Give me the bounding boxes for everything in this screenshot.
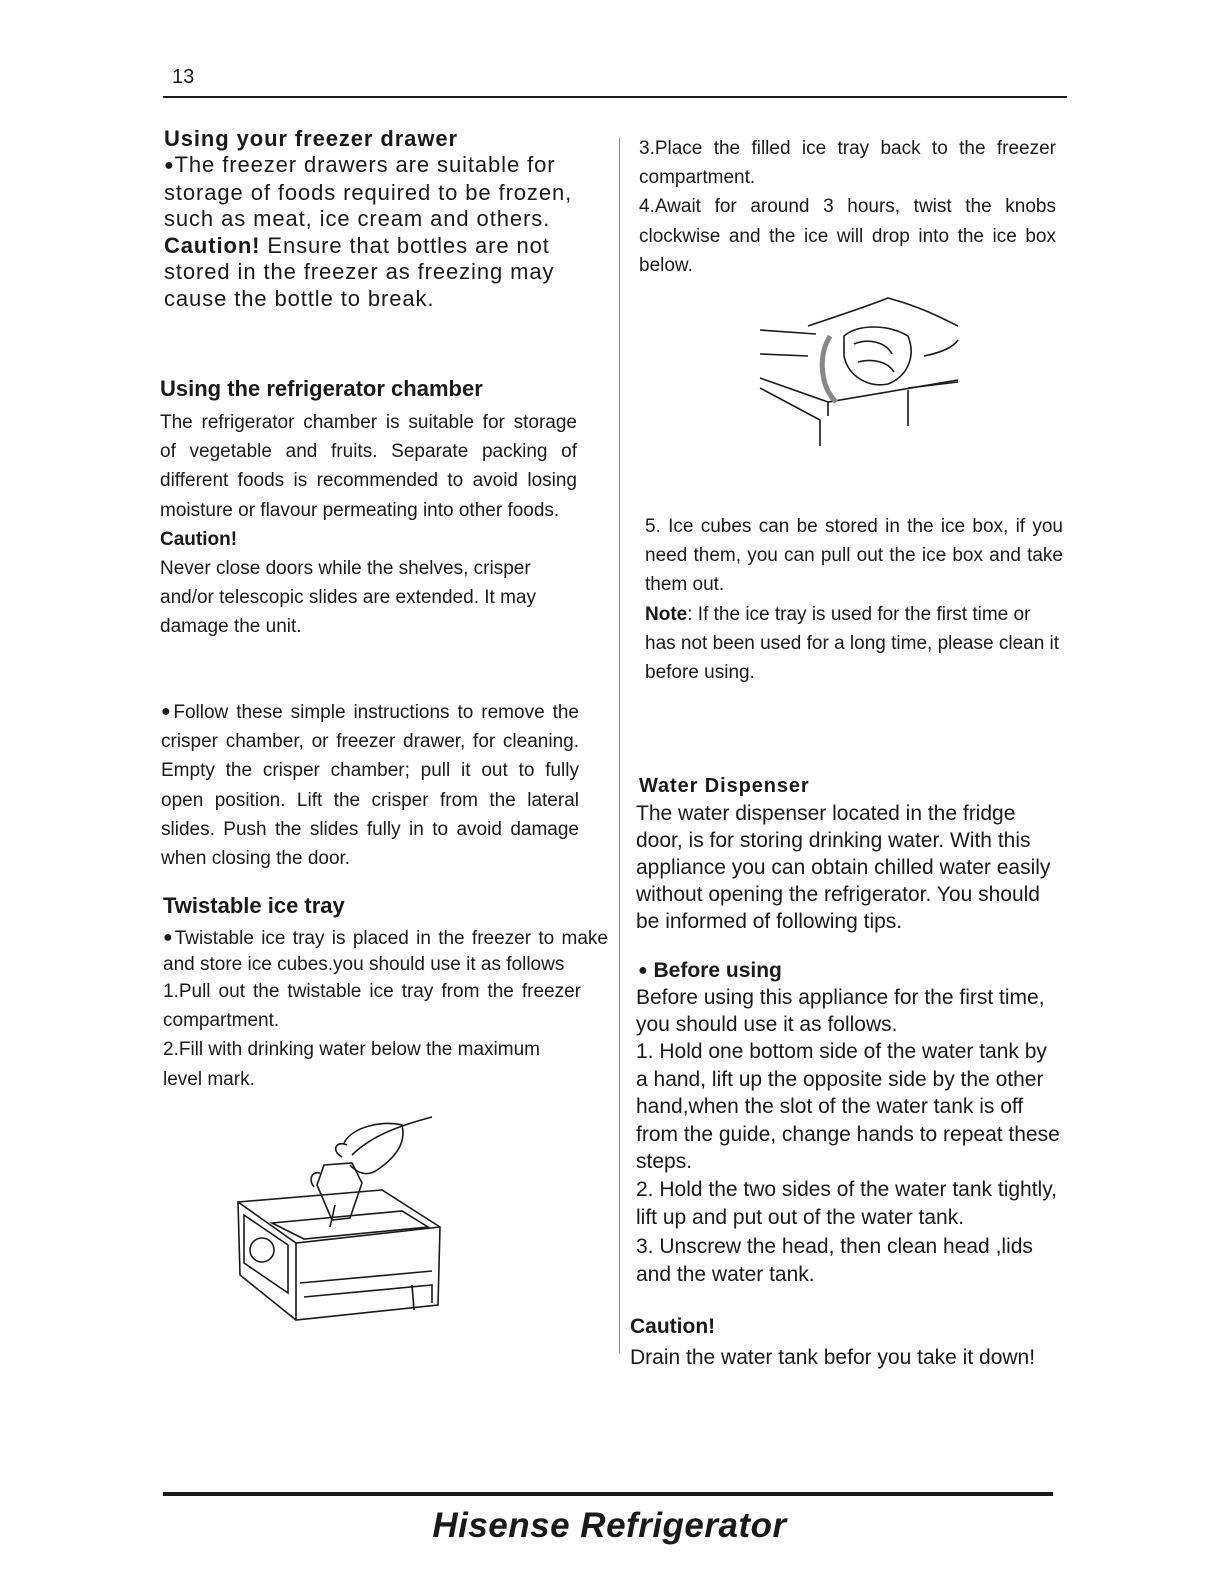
column-divider xyxy=(619,138,620,1353)
ice-tray-step-1: 1.Pull out the twistable ice tray from the freezer compartment. xyxy=(163,981,581,1032)
freezer-drawer-caution: Caution! Ensure that bottles are not stored in the freezer as freezing may cause the bottle to break. xyxy=(164,232,555,311)
freezer-drawer-title: Using your freezer drawer xyxy=(164,126,458,151)
crisper-removal-text: ●Follow these simple instructions to remove the crisper chamber, or freezer drawer, for cleaning. Empty the crisper chamber; pull it out to fully open position. Lift the crisper from the lateral slides. Push the slides fully in to avoid damage when closing the door. xyxy=(161,702,580,870)
fridge-chamber-caution-text: Never close doors while the shelves, crisper and/or telescopic slides are extended. It may damage the unit. xyxy=(160,558,536,638)
bullet-icon: ● xyxy=(161,703,174,720)
water-dispenser-caution xyxy=(630,1313,1070,1373)
ice-tray-note: Note: If the ice tray is used for the first time or has not been used for a long time, please clean it before using. xyxy=(645,603,1060,684)
ice-tray-step-5-section xyxy=(645,512,1063,687)
ice-tray-filling-illustration xyxy=(232,1115,452,1355)
water-dispenser-step-3: 3. Unscrew the head, then clean head ,lids and the water tank. xyxy=(636,1234,1033,1287)
fridge-chamber-title: Using the refrigerator chamber xyxy=(160,376,483,401)
bullet-icon: ● xyxy=(638,962,648,979)
before-using-title: ● Before using xyxy=(638,959,782,982)
brand-footer: Hisense Refrigerator xyxy=(432,1506,787,1545)
footer-rule xyxy=(163,1492,1053,1496)
water-dispenser-caution-label: Caution! xyxy=(630,1315,716,1338)
crisper-removal-section xyxy=(161,697,579,873)
water-dispenser-intro: The water dispenser located in the fridge door, is for storing drinking water. With this appliance you can obtain chilled water easily without opening the refrigerator. You should be informed of following tips. xyxy=(636,802,1051,933)
bullet-icon: ● xyxy=(164,157,175,174)
caution-label: Caution! xyxy=(164,232,261,258)
ice-tray-twist-illustration xyxy=(758,296,964,450)
water-dispenser-section xyxy=(636,772,1070,1290)
ice-tray-section xyxy=(163,893,608,1094)
freezer-drawer-section xyxy=(164,125,584,312)
ice-tray-title: Twistable ice tray xyxy=(163,893,345,918)
water-dispenser-caution-text: Drain the water tank befor you take it down! xyxy=(630,1346,1036,1369)
freezer-drawer-text: ●The freezer drawers are suitable for storage of foods required to be frozen, such as meat, ice cream and others. xyxy=(164,152,573,231)
before-using-text: Before using this appliance for the first time, you should use it as follows. xyxy=(636,986,1045,1036)
water-dispenser-step-1: 1. Hold one bottom side of the water tank by a hand, lift up the opposite side by the other hand,when the slot of the water tank is off from the guide, change hands to repeat these steps. xyxy=(636,1040,1060,1174)
fridge-chamber-caution-label: Caution! xyxy=(160,528,238,550)
ice-tray-step-2: 2.Fill with drinking water below the maximum level mark. xyxy=(163,1039,540,1090)
ice-tray-step-5: 5. Ice cubes can be stored in the ice box, if you need them, you can pull out the ice box and take them out. xyxy=(645,516,1063,596)
ice-tray-step-3: 3.Place the filled ice tray back to the freezer compartment. xyxy=(639,138,1056,189)
water-dispenser-step-2: 2. Hold the two sides of the water tank tightly, lift up and put out of the water tank. xyxy=(636,1177,1057,1230)
page-number: 13 xyxy=(172,66,195,88)
ice-tray-steps-3-4 xyxy=(639,134,1056,280)
ice-tray-intro: ●Twistable ice tray is placed in the freezer to make and store ice cubes.you should use it as follows xyxy=(163,928,608,975)
ice-tray-step-4: 4.Await for around 3 hours, twist the knobs clockwise and the ice will drop into the ice box below. xyxy=(639,196,1056,276)
fridge-chamber-section xyxy=(160,376,577,642)
bullet-icon: ● xyxy=(163,929,175,946)
water-dispenser-title: Water Dispenser xyxy=(639,775,810,797)
fridge-chamber-text: The refrigerator chamber is suitable for storage of vegetable and fruits. Separate packing of different foods is recommended to avoid losing moisture or flavour permeating into other foods. xyxy=(160,412,577,521)
header-rule xyxy=(163,96,1067,98)
note-label: Note xyxy=(645,603,688,625)
